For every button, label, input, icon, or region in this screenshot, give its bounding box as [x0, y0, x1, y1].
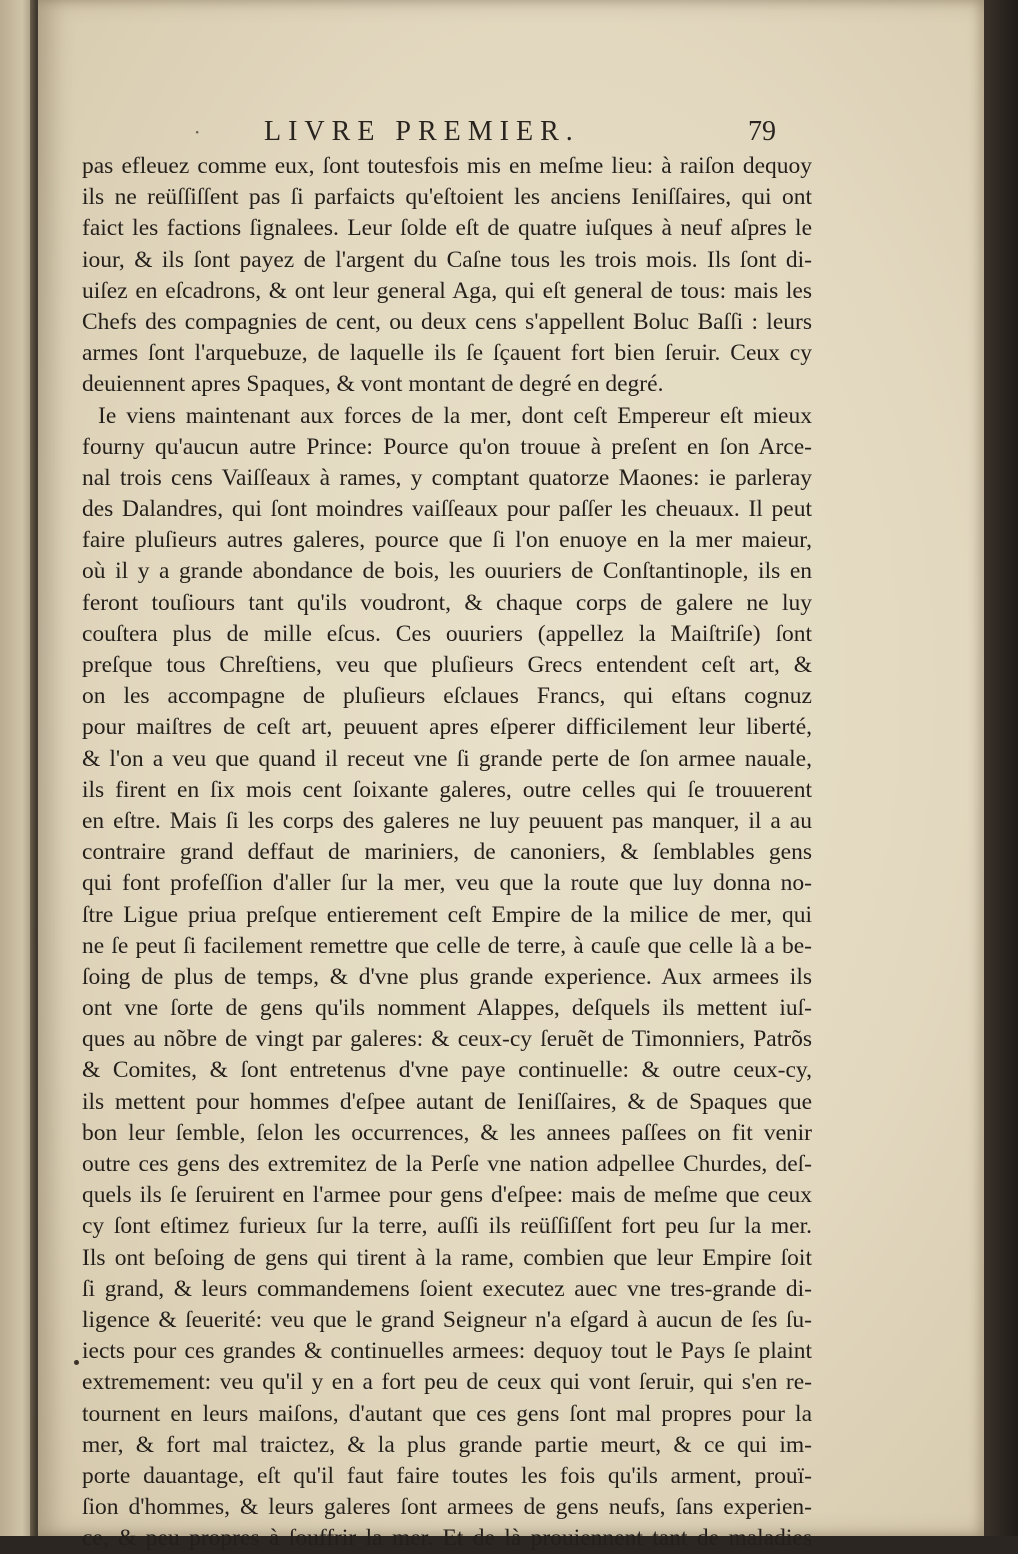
- text-line: ſi grand, & leurs commandemens ſoient executez auec vne tres-grande di-: [82, 1275, 812, 1302]
- page-fore-edge: [984, 0, 1018, 1536]
- text-line: ſtre Ligue priua preſque entierement ceſt Empire de la milice de mer, qui: [82, 901, 812, 928]
- text-line: ce, & peu propres à ſouffrir la mer. Et de là prouiennent tant de maladies: [82, 1525, 812, 1552]
- text-line: couſtera plus de mille eſcus. Ces ouuriers (appellez la Maiſtriſe) ſont: [82, 620, 812, 647]
- text-line: faict les factions ſignalees. Leur ſolde eſt de quatre iuſques à neuf aſpres le: [82, 215, 812, 242]
- text-line: qui font profeſſion d'aller ſur la mer, veu que la route que luy donna no-: [82, 870, 812, 897]
- text-line: armes ſont l'arquebuze, de laquelle ils ſe ſçauent fort bien ſeruir. Ceux cy: [82, 340, 812, 367]
- text-line: extremement: veu qu'il y en a fort peu de ceux qui vont ſeruir, qui s'en re-: [82, 1369, 812, 1396]
- text-line: & Comites, & ſont entretenus d'vne paye continuelle: & outre ceux-cy,: [82, 1057, 812, 1084]
- body-text: [82, 151, 812, 1554]
- book-page: [38, 0, 984, 1552]
- text-line: ne ſe peut ſi facilement remettre que celle de terre, à cauſe que celle là a be-: [82, 932, 812, 959]
- text-line: pas efleuez comme eux, ſont toutesfois mis en meſme lieu: à raiſon dequoy: [82, 153, 812, 179]
- text-line: ques au nõbre de vingt par galeres: & ceux-cy ſeruẽt de Timonniers, Patrõs: [82, 1026, 812, 1053]
- text-line: ſoing de plus de temps, & d'vne plus grande experience. Aux armees ils: [82, 963, 812, 990]
- text-line: en eſtre. Mais ſi les corps des galeres ne luy peuuent pas manquer, il a au: [82, 807, 812, 834]
- text-line: Ils ont beſoing de gens qui tirent à la rame, combien que leur Empire ſoit: [82, 1244, 812, 1271]
- text-line: deuiennent apres Spaques, & vont montant de degré en degré.: [82, 371, 664, 398]
- text-line: ont vne ſorte de gens qu'ils nomment Alappes, deſquels ils mettent iuſ-: [82, 995, 812, 1022]
- text-line: on les accompagne de pluſieurs eſclaues Francs, qui eſtans cognuz: [82, 683, 812, 710]
- text-line: bon leur ſemble, ſelon les occurrences, & les annees paſſees on fit venir: [82, 1119, 812, 1146]
- text-line: ligence & ſeuerité: veu que le grand Seigneur n'a eſgard à aucun de ſes ſu-: [82, 1306, 812, 1333]
- text-line: Chefs des compagnies de cent, ou deux cens s'appellent Boluc Baſſi : leurs: [82, 308, 812, 335]
- text-line: faire pluſieurs autres galeres, pource que ſi l'on enuoye en la mer maieur,: [82, 527, 812, 554]
- text-line: ils firent en ſix mois cent ſoixante galeres, outre celles qui ſe trouuerent: [82, 776, 812, 803]
- text-line: des Dalandres, qui ſont moindres vaiſſeaux pour paſſer les cheuaux. Il peut: [82, 496, 812, 523]
- text-line: uiſez en eſcadrons, & ont leur general Aga, qui eſt general de tous: mais les: [82, 277, 812, 304]
- text-line: ſion d'hommes, & leurs galeres ſont armees de gens neufs, ſans experien-: [82, 1494, 812, 1521]
- page-number: 79: [748, 116, 776, 147]
- ink-speck: [74, 1360, 79, 1365]
- text-line: où il y a grande abondance de bois, les ouuriers de Conſtantinople, ils en: [82, 558, 812, 585]
- text-line: porte dauantage, eſt qu'il faut faire toutes les fois qu'ils arment, prouï-: [82, 1462, 812, 1489]
- running-head: [38, 114, 984, 150]
- text-line: pour maiſtres de ceſt art, peuuent apres eſperer difficilement leur liberté,: [82, 714, 812, 741]
- running-title: LIVRE PREMIER.: [264, 116, 580, 147]
- text-line: ils mettent pour hommes d'eſpee autant de Ieniſſaires, & de Spaques que: [82, 1088, 812, 1115]
- text-line: iects pour ces grandes & continuelles armees: dequoy tout le Pays ſe plaint: [82, 1338, 812, 1365]
- text-line: preſque tous Chreſtiens, veu que pluſieurs Grecs entendent ceſt art, &: [82, 652, 812, 678]
- text-line: outre ces gens des extremitez de la Perſe vne nation adpellee Churdes, deſ-: [82, 1151, 812, 1177]
- text-line: Ie viens maintenant aux forces de la mer, dont ceſt Empereur eſt mieux: [98, 402, 812, 429]
- text-line: feront touſiours tant qu'ils voudront, & chaque corps de galere ne luy: [82, 589, 812, 616]
- text-line: iour, & ils ſont payez de l'argent du Caſne tous les trois mois. Ils ſont di-: [82, 246, 812, 273]
- text-line: fourny qu'aucun autre Prince: Pource qu'on trouue à preſent en ſon Arce-: [82, 433, 812, 460]
- text-line: tournent en leurs maiſons, d'autant que ces gens ſont mal propres pour la: [82, 1400, 812, 1427]
- text-line: cy ſont eſtimez furieux ſur la terre, auſſi ils reüſſiſſent fort peu ſur la mer.: [82, 1213, 812, 1240]
- running-head-mark: ·: [194, 120, 201, 144]
- text-line: nal trois cens Vaiſſeaux à rames, y comptant quatorze Maones: ie parleray: [82, 464, 812, 491]
- text-line: quels ils ſe ſeruirent en l'armee pour gens d'eſpee: mais de meſme que ceux: [82, 1182, 812, 1209]
- text-line: contraire grand deffaut de mariniers, de canoniers, & ſemblables gens: [82, 839, 812, 866]
- text-line: mer, & fort mal traictez, & la plus grande partie meurt, & ce qui im-: [82, 1431, 812, 1458]
- text-line: ils ne reüſſiſſent pas ſi parfaicts qu'eſtoient les anciens Ieniſſaires, qui ont: [82, 184, 812, 211]
- text-line: & l'on a veu que quand il receut vne ſi grande perte de ſon armee nauale,: [82, 745, 812, 772]
